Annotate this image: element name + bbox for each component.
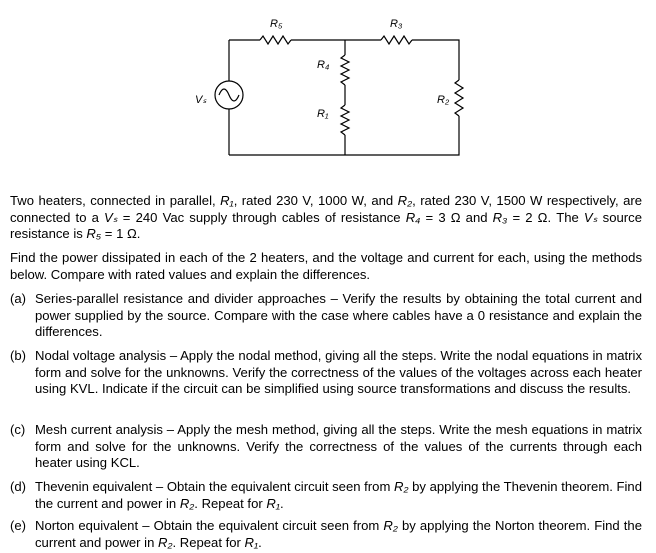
label-vs: Vₛ (195, 94, 207, 106)
question-text: Nodal voltage analysis – Apply the nodal method, giving all the steps. Write the nodal equations in matrix form and solve for the unknowns. Verify the correctness of the values of the voltages across each heater using KVL. Indicate if the circuit can be simplified using source transformations and discuss the results. (35, 348, 642, 396)
sine-wave-icon (219, 89, 239, 101)
question-e (10, 518, 642, 551)
question-text: Series-parallel resistance and divider approaches – Verify the results by obtaining the total current and power supplied by the source. Compare with the case where cables have a 0 resistance and explain the differences. (35, 291, 642, 339)
question-d (10, 479, 642, 512)
question-b (10, 348, 642, 398)
question-text: Thevenin equivalent – Obtain the equivalent circuit seen from R₂ by applying the Thevenin theorem. Find the current and power in R₂. Repeat for R₁. (35, 479, 642, 511)
resistor-r5 (260, 36, 291, 44)
question-label: (c) (10, 422, 26, 437)
circuit-diagram (0, 0, 656, 180)
label-r1: R₁ (317, 108, 329, 120)
question-c (10, 422, 642, 472)
question-text: Mesh current analysis – Apply the mesh method, giving all the steps. Write the mesh equations in matrix form and solve for the unknowns. Verify the correctness of the values of the currents through each heater using KCL. (35, 422, 642, 470)
resistor-r4 (341, 55, 349, 85)
problem-intro: Two heaters, connected in parallel, R₁, rated 230 V, 1000 W, and R₂, rated 230 V, 1500 W respectively, are connected to a Vₛ = 240 Vac supply through cables of resistance R₄ = 3 Ω and R₃ = 2 Ω. The Vₛ source resistance is R₅ = 1 Ω. (10, 193, 642, 241)
resistor-r3 (381, 36, 412, 44)
label-r3: R₃ (390, 18, 403, 30)
label-r4: R₄ (317, 59, 330, 71)
question-text: Norton equivalent – Obtain the equivalent circuit seen from R₂ by applying the Norton theorem. Find the current and power in R₂. Repeat for R₁. (35, 518, 642, 550)
label-r2: R₂ (437, 94, 450, 106)
label-r5: R₅ (270, 18, 283, 30)
resistor-r2 (455, 80, 463, 116)
resistor-r1 (341, 105, 349, 135)
question-label: (b) (10, 348, 27, 363)
question-label: (a) (10, 291, 27, 306)
question-label: (d) (10, 479, 27, 494)
question-label: (e) (10, 518, 27, 533)
problem-task: Find the power dissipated in each of the 2 heaters, and the voltage and current for each, using the methods below. Compare with rated values and explain the differences. (10, 250, 642, 282)
wire-top-right (412, 40, 459, 80)
question-a (10, 291, 642, 341)
